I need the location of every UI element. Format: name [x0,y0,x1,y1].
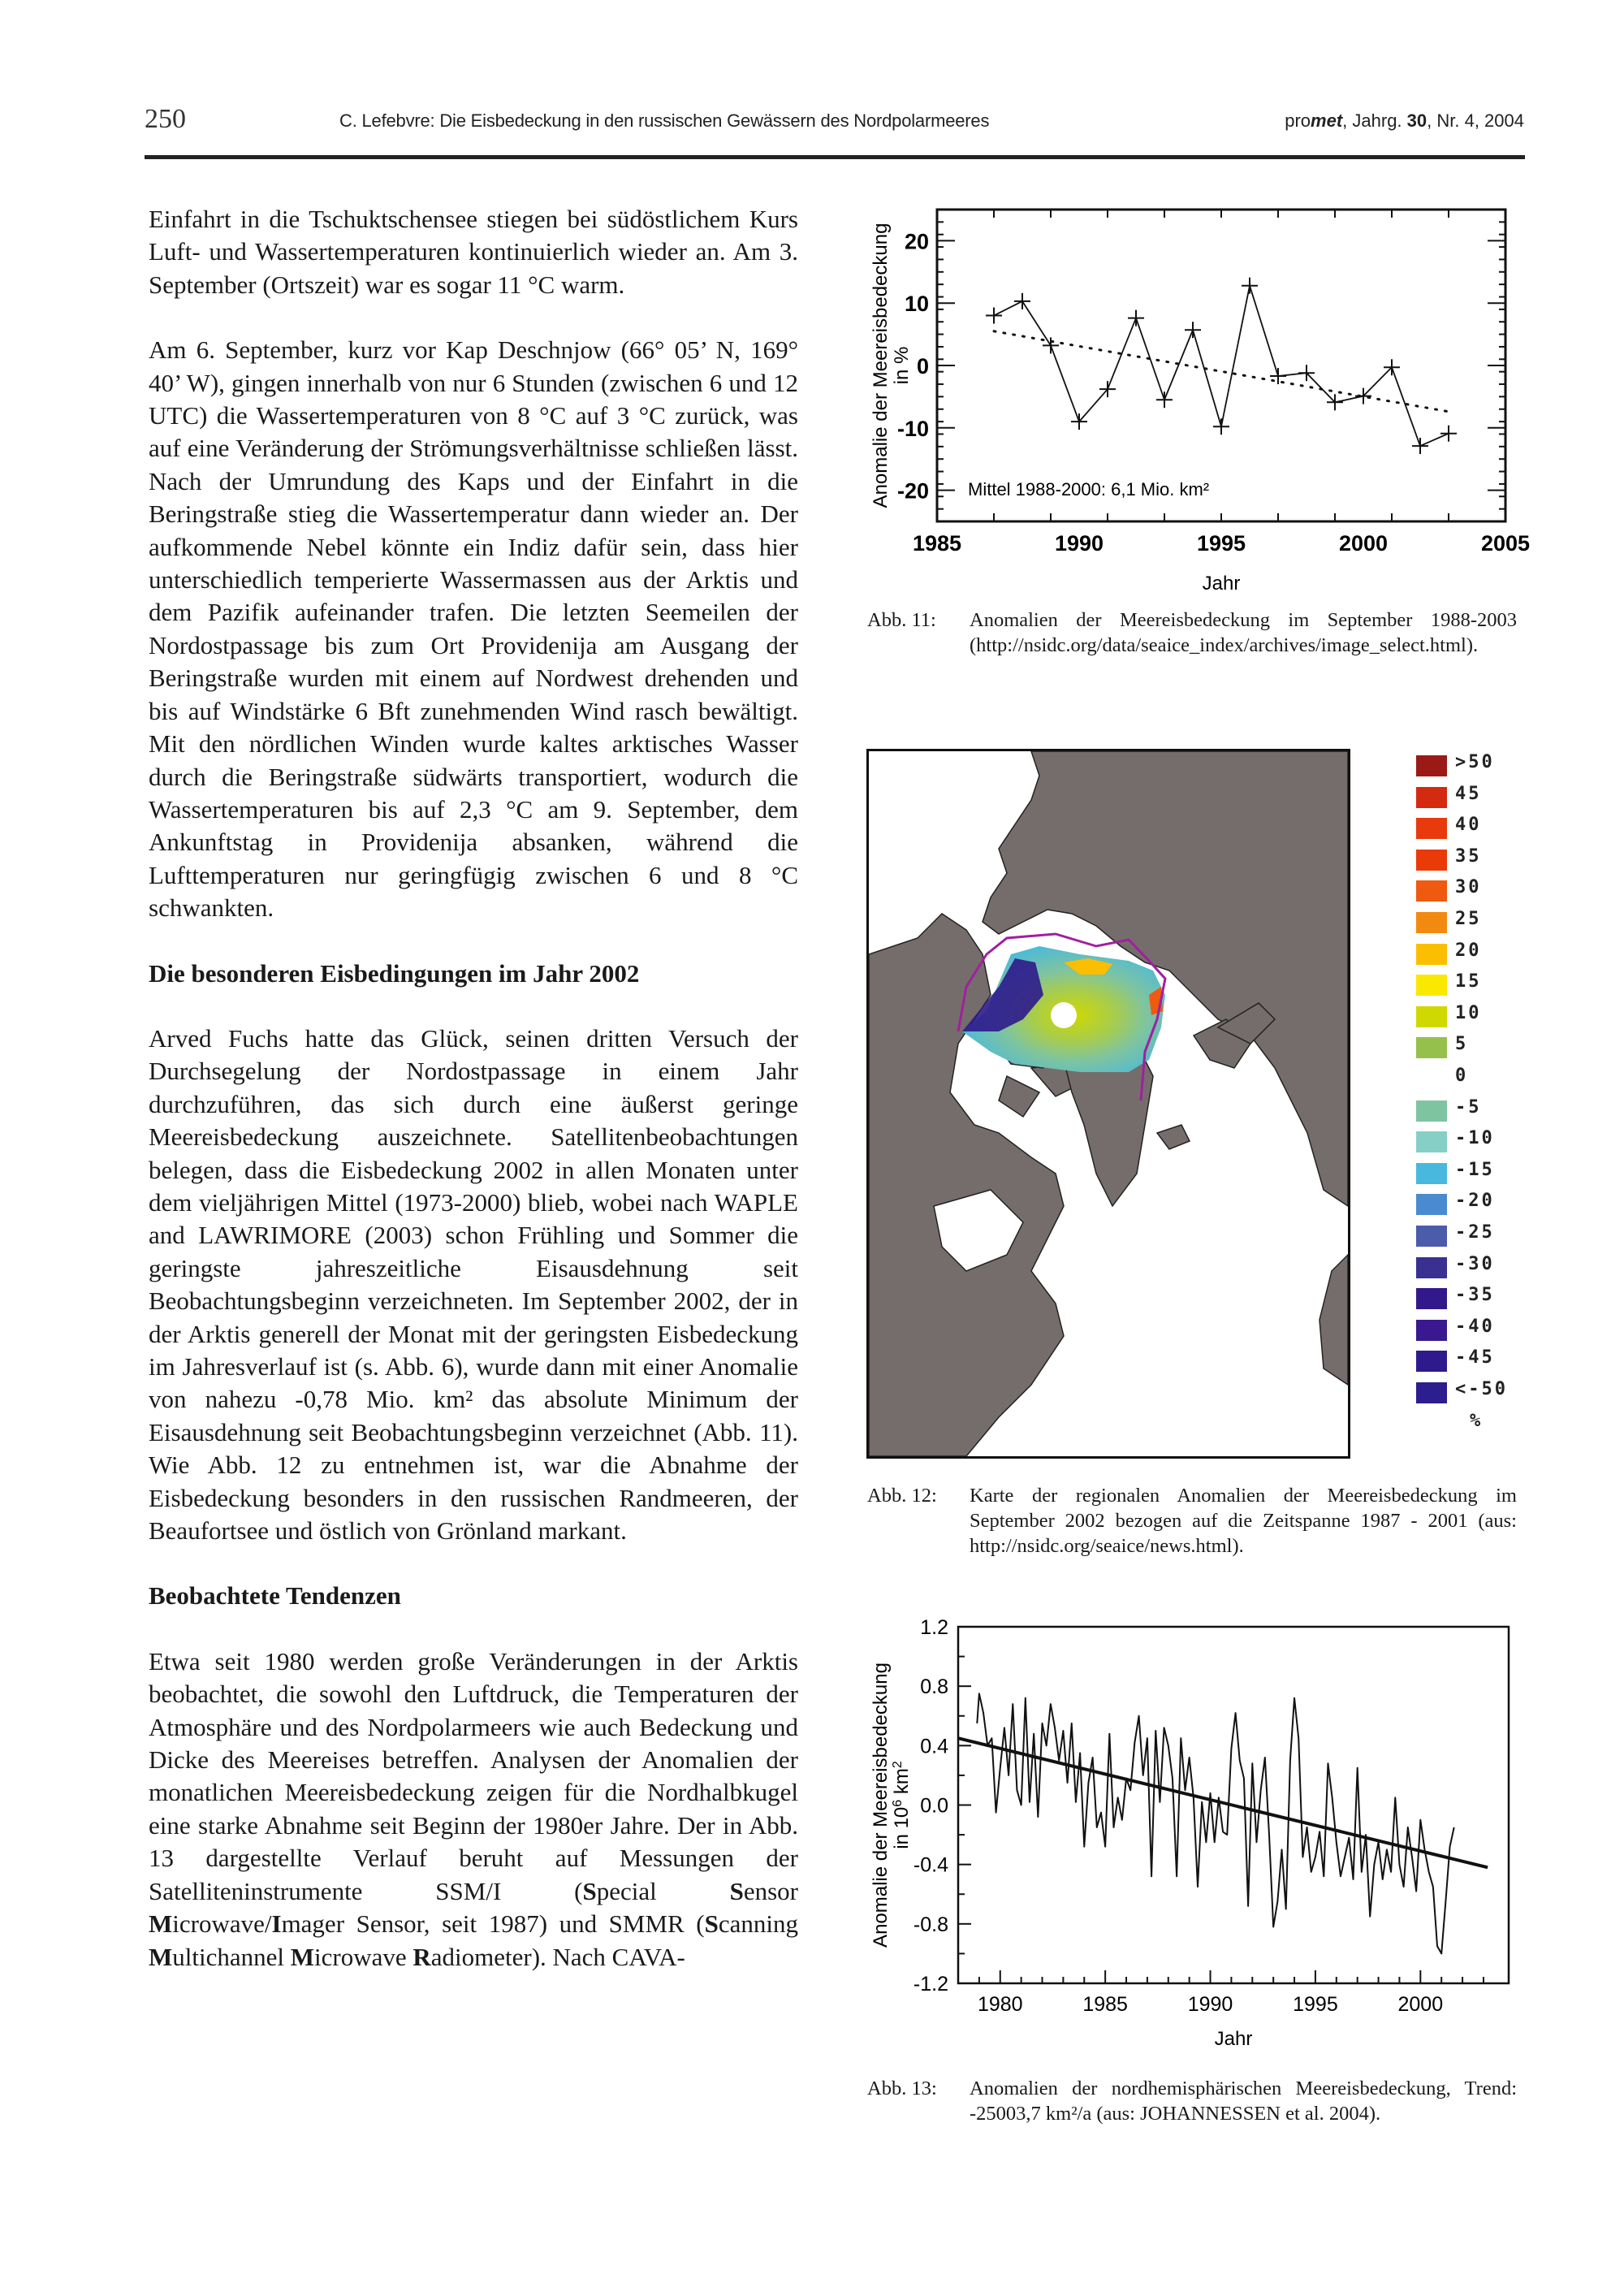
legend-swatch [1416,1288,1447,1309]
legend-label: 40 [1455,815,1482,836]
x-tick-label: 1980 [977,1993,1023,2016]
legend-swatch [1416,1037,1447,1058]
y-tick-label: 0.4 [920,1735,948,1758]
pole-hole [1051,1002,1077,1028]
legend-swatch [1416,1257,1447,1278]
figure-12-legend [1397,752,1559,1462]
journal-info [1285,110,1524,132]
legend-swatch [1416,1163,1447,1184]
running-title: C. Lefebvre: Die Eisbedeckung in den russischen Gewässern des Nordpolarmeeres [339,110,990,131]
figure-11-caption [867,608,1517,658]
mean-annotation: Mittel 1988-2000: 6,1 Mio. km² [968,479,1210,499]
legend-swatch [1416,1006,1447,1027]
y-tick-label: 0.8 [920,1676,948,1699]
caption-text: Anomalien der nordhemisphärischen Meereisbedeckung, Trend: -25003,7 km²/a (aus: JOHANNESSEN et al. 2004). [970,2078,1517,2125]
legend-swatch [1416,1226,1447,1247]
y-tick-label: -0.8 [913,1913,948,1936]
x-tick-label: 1990 [1054,531,1104,556]
paragraph-3: Arved Fuchs hatte das Glück, seinen dritten Versuch der Durchsegelung der Nordostpassage in einem Jahr durchzuführen, das sich durch eine äußerst geringe Meereisbedeckung auszeichnete. Satellitenbeobachtungen belegen, dass die Eisbedeckung 2002 in allen Monaten unter dem vieljährigen Mittel (1973-2000) blieb, wobei nach WAPLE and LAWRIMORE (2003) schon Frühling und Sommer die geringste jahreszeitliche Eisausdehnung seit Beobachtungsbeginn verzeichneten. Im September 2002, der in der Arktis generell der Monat mit der geringsten Eisbedeckung im Jahresverlauf ist (s. Abb. 6), wurde dann mit einer Anomalie von nahezu -0,78 Mio. km² das absolute Minimum der Eisausdehnung seit Beobachtungsbeginn verzeichnet (Abb. 11). Wie Abb. 12 zu entnehmen ist, war die Abnahme der Eisbedeckung besonders in den russischen Randmeeren, der Beaufortsee und östlich von Grönland markant. [149,1023,798,1546]
caption-label: Abb. 13: [867,2078,937,2099]
legend-label: 20 [1455,940,1482,961]
section-heading-trends: Beobachtete Tendenzen [149,1581,401,1611]
journal-issue: , Nr. 4, 2004 [1427,110,1524,131]
page-number: 250 [145,104,186,134]
legend-label: -30 [1455,1253,1495,1274]
header-rule [145,155,1525,159]
y-tick-label: 0 [916,354,929,378]
figure-12-map-frame [866,749,1350,1459]
body-column-left [149,203,798,2006]
trend-line [994,331,1449,412]
caption-text: Karte der regionalen Anomalien der Meereisbedeckung im September 2002 bezogen auf die Zeitspanne 1987 - 2001 (aus: http://nsidc.org/seaice/news.html). [970,1485,1517,1557]
land-scandinavia [1320,1255,1348,1385]
legend-unit: % [1470,1410,1484,1431]
legend-swatch [1416,912,1447,933]
paragraph-2: Am 6. September, kurz vor Kap Deschnjow (66° 05’ N, 169° 40’ W), gingen innerhalb von nur 6 Stunden (zwischen 6 und 12 UTC) die Wassertemperaturen von 8 °C auf 3 °C zurück, was auf eine Veränderung der Strömungsverhältnisse schließen lässt. Nach der Umrundung des Kaps und der Einfahrt in die Beringstraße stieg die Wassertemperatur dann wieder an. Der aufkommende Nebel könnte ein Indiz dafür sein, dass hier unterschiedlich temperierte Wassermassen aus der Arktis und dem Pazifik aufeinander trafen. Die letzten Seemeilen der Nordostpassage bis zum Ort Providenija am Ausgang der Beringstraße wurden mit einem auf Nordwest drehenden und bis auf Windstärke 6 Bft zunehmenden Wind rasch bewältigt. Mit den nördlichen Winden wurde kaltes arktisches Wasser durch die Beringstraße südwärts transportiert, wodurch die Wassertemperaturen bis auf 2,3 °C am 9. September, dem Ankunftstag in Providenija absanken, während die Lufttemperaturen nur geringfügig zwischen 6 und 8 °C schwankten. [149,335,798,923]
legend-label: -15 [1455,1159,1495,1180]
y-tick-label: -20 [896,478,929,504]
x-tick-label: 1995 [1293,1993,1338,2016]
legend-label: 30 [1455,877,1482,898]
x-axis-label: Jahr [1202,573,1241,595]
legend-label: 5 [1455,1034,1469,1055]
plot-frame [937,210,1505,521]
legend-swatch [1416,755,1447,776]
arctic-anomaly-map [869,751,1348,1456]
legend-label: 15 [1455,971,1482,992]
legend-label: <-50 [1455,1379,1508,1399]
legend-label: -45 [1455,1347,1495,1369]
legend-swatch [1416,850,1447,871]
legend-label: -10 [1455,1128,1495,1149]
paragraph-1: Einfahrt in die Tschuktschensee stiegen bei südöstlichem Kurs Luft- und Wassertemperaturen kontinuierlich wieder an. Am 3. September (Ortszeit) war es sogar 11 °C warm. [149,205,798,299]
monthly-anomaly-line [977,1693,1453,1953]
x-tick-label: 1985 [912,531,962,556]
legend-label: -40 [1455,1316,1495,1337]
y-tick-label: -0.4 [913,1853,948,1877]
legend-label: 10 [1455,1002,1482,1023]
legend-swatch [1416,1320,1447,1341]
legend-label: 45 [1455,783,1482,804]
y-tick-label: 20 [904,229,929,254]
x-tick-label: 2000 [1397,1993,1444,2016]
land-iceland [1157,1125,1190,1149]
legend-label: 35 [1455,845,1482,867]
legend-swatch [1416,1351,1447,1372]
caption-text: Anomalien der Meereisbedeckung im September 1988-2003 (http://nsidc.org/data/seaice_index/archives/image_select.html). [970,609,1517,656]
journal-volume: 30 [1406,110,1427,131]
legend-swatch [1416,944,1447,965]
legend-swatch [1416,1100,1447,1122]
legend-label: 0 [1455,1066,1469,1086]
caption-label: Abb. 11: [867,609,936,631]
y-axis-label: Anomalie der Meereisbedeckungin $10^6$ $km^2$ [870,1663,913,1948]
figure-11-chart [861,195,1559,601]
legend-label: -25 [1455,1222,1495,1243]
legend-swatch [1416,1382,1447,1403]
journal-name-pre: pro [1285,110,1311,131]
figure-12-caption [867,1483,1517,1559]
legend-swatch [1416,818,1447,839]
legend-swatch [1416,975,1447,996]
figure-13-caption [867,2076,1517,2126]
x-tick-label: 2005 [1480,531,1531,556]
legend-label: 25 [1455,909,1482,929]
y-tick-label: -10 [896,416,929,441]
legend-label: -35 [1455,1285,1495,1306]
y-axis-label: Anomalie der Meereisbedeckungin % [870,223,913,508]
y-tick-label: 1.2 [920,1616,948,1639]
legend-label: -20 [1455,1191,1495,1212]
figure-13-chart [861,1616,1559,2071]
caption-label: Abb. 12: [867,1485,937,1507]
x-tick-label: 1990 [1187,1993,1233,2016]
legend-swatch [1416,1131,1447,1152]
y-tick-label: 0.0 [920,1794,948,1818]
paragraph-4: Etwa seit 1980 werden große Veränderungen in der Arktis beobachtet, die sowohl den Luftdruck, die Temperaturen der Atmosphäre und des Nordpolarmeers wie auch Bedeckung und Dicke des Meereises betreffen. Analysen der Anomalien der monatlichen Meereisbedeckung zeigen für die Nordhalbkugel eine starke Abnahme seit Beginn der 1980er Jahre. Der in Abb. 13 dargestellte Verlauf beruht auf Messungen der Satelliteninstrumente SSM/I (Special Sensor Microwave/Imager Sensor, seit 1987) und SMMR (Scanning Multichannel Microwave Radiometer). Nach CAVA- [149,1646,798,1971]
legend-label: >50 [1455,752,1495,772]
section-heading-ice-2002: Die besonderen Eisbedingungen im Jahr 2002 [149,958,640,988]
x-tick-label: 1985 [1082,1993,1128,2016]
journal-year-label: , Jahrg. [1342,110,1407,131]
journal-name-em: met [1311,110,1343,131]
y-tick-label: 10 [904,292,929,317]
legend-label: -5 [1455,1096,1482,1118]
legend-swatch [1416,787,1447,808]
legend-swatch [1416,1194,1447,1215]
y-tick-label: -1.2 [913,1973,948,1995]
legend-swatch [1416,880,1447,902]
x-tick-label: 1995 [1196,531,1246,556]
x-axis-label: Jahr [1214,2028,1253,2050]
x-tick-label: 2000 [1338,531,1389,556]
